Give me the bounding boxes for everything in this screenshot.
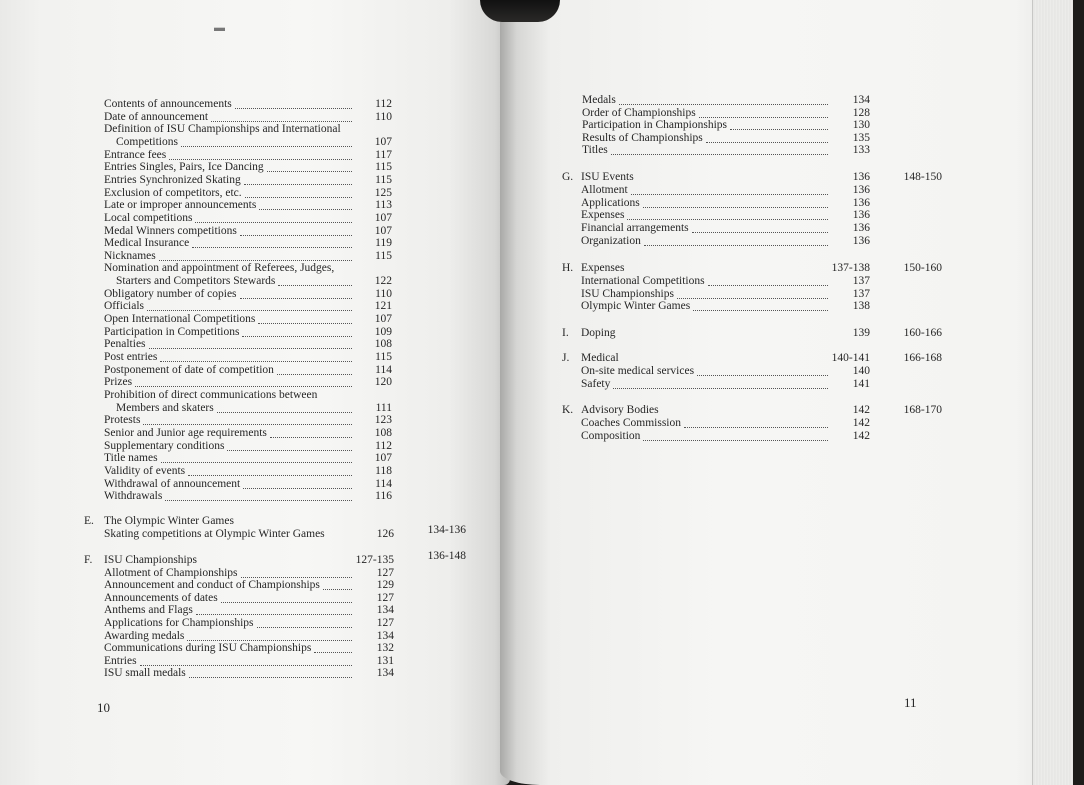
entry-page: 107 [374,211,392,224]
book-spine-shadow [480,0,560,22]
range-page: 136-148 [427,550,466,562]
entry-page: 135 [852,131,870,144]
entry-label: Medical Insurance [104,237,190,250]
entry-label: Definition of ISU Championships and International [104,123,341,136]
entry-page: 120 [374,376,392,389]
entry-label: Prohibition of direct communications between [104,388,318,401]
entry-page: 115 [375,161,392,174]
entry-label: Local competitions [104,211,193,224]
leader-dots [147,309,352,311]
entry-page: 128 [852,106,870,119]
entry-label: Order of Championships [582,106,696,119]
entry-label: Skating competitions at Olympic Winter Games [104,528,325,540]
entry-page: 142 [852,416,870,429]
entry-label: Anthems and Flags [104,604,193,617]
leader-dots [613,387,828,389]
entry-label: Withdrawal of announcement [104,477,241,490]
entry-label: Expenses [581,209,625,222]
entry-label: Titles [582,144,608,157]
leader-dots [643,206,828,208]
entry-page: 136 [852,196,870,209]
leader-dots [631,193,828,195]
entry-page: 109 [374,325,392,338]
entry-label: Entries Singles, Pairs, Ice Dancing [104,161,264,174]
entry-label: International Competitions [581,274,705,287]
entry-page: 125 [374,186,392,199]
entry-page: 134 [376,667,394,680]
entry-label: ISU Championships [581,287,674,300]
entry-page: 137-138 [831,262,870,274]
entry-label: Validity of events [104,464,186,477]
leader-dots [135,385,352,387]
leader-dots [627,218,828,220]
leader-dots [611,153,828,155]
entry-page: 140 [852,364,870,377]
entry-page: 127-135 [355,554,394,566]
entry-label: Prizes [104,376,133,389]
leader-dots [619,103,828,105]
leader-dots [211,120,352,122]
entry-page: 132 [376,642,394,655]
entry-label: Starters and Competitors Stewards [116,275,276,288]
leader-dots [165,499,352,501]
entry-label: Exclusion of competitors, etc. [104,186,242,199]
entry-page: 134 [852,94,870,106]
entry-page: 114 [375,363,392,376]
leader-dots [699,116,828,118]
entry-label: Communications during ISU Championships [104,642,312,655]
range-page: 134-136 [427,524,466,536]
leader-dots [187,639,352,641]
leader-dots [159,259,352,261]
entry-page: 122 [374,275,392,288]
entry-page: 123 [374,414,392,427]
leader-dots [181,145,352,147]
entry-label: Contents of announcements [104,98,232,110]
entry-label: ISU small medals [104,667,186,680]
entry-page: 118 [375,464,392,477]
entry-label: Officials [104,300,145,313]
leader-dots [188,474,352,476]
entry-label: Safety [581,377,611,390]
entry-label: Withdrawals [104,490,163,503]
entry-label: Results of Championships [582,131,703,144]
entry-label: Applications for Championships [104,617,254,629]
leader-dots [693,309,828,311]
entry-page: 136 [852,209,870,222]
entry-page: 121 [374,300,392,313]
entry-label: Coaches Commission [581,416,681,429]
leader-dots [195,221,352,223]
entry-page: 112 [375,439,392,452]
entry-page: 116 [375,490,392,503]
section-letter: H. [562,262,574,274]
leader-dots [644,244,828,246]
entry-page: 130 [852,119,870,132]
entry-label: Members and skaters [116,401,214,414]
range-page: 148-150 [903,171,942,183]
leader-dots [697,374,828,376]
entry-label: Supplementary conditions [104,439,225,452]
entry-label: Date of announcement [104,110,209,123]
leader-dots [140,664,352,666]
entry-label: Doping [581,327,616,339]
entry-page: 137 [852,287,870,300]
leader-dots [143,423,352,425]
range-page: 168-170 [903,404,942,416]
entry-page: 110 [375,110,392,123]
entry-page: 115 [375,249,392,262]
entry-page: 141 [852,377,870,390]
entry-page: 142 [852,429,870,442]
left-page-number: 10 [97,700,110,715]
range-page: 166-168 [903,352,942,364]
page-edges [1032,0,1073,785]
entry-label: Applications [581,196,640,209]
section-letter: J. [562,352,570,364]
entry-label: Participation in Championships [582,119,728,132]
entry-label: ISU Events [581,171,634,183]
entry-label: On-site medical services [581,364,695,377]
leader-dots [684,426,828,428]
entry-label: Allotment [581,183,628,196]
entry-page: 131 [376,654,394,667]
ink-mark: ▬ [214,22,225,34]
leader-dots [221,601,352,603]
entry-page: 136 [852,222,870,235]
leader-dots [149,347,352,349]
entry-page: 114 [375,477,392,490]
right-page-number: 11 [904,695,917,710]
entry-label: Nicknames [104,249,156,262]
entry-label: Medals [582,94,616,106]
section-letter: I. [562,327,569,339]
entry-label: Open International Competitions [104,313,256,326]
entry-label: Announcements of dates [104,591,218,604]
entry-page: 137 [852,274,870,287]
entry-page: 140-141 [831,352,870,364]
entry-page: 136 [852,171,870,183]
entry-label: Composition [581,429,641,442]
entry-label: Financial arrangements [581,222,689,235]
entry-page: 115 [375,351,392,363]
entry-page: 112 [375,98,392,110]
section-letter: G. [562,171,574,183]
leader-dots [643,439,828,441]
entry-page: 134 [376,604,394,617]
leader-dots [196,613,352,615]
leader-dots [161,461,352,463]
entry-label: Entries Synchronized Skating [104,173,241,186]
entry-label: Nomination and appointment of Referees, Judges, [104,262,335,275]
entry-label: Penalties [104,338,146,351]
entry-page: 138 [852,300,870,313]
leader-dots [192,246,352,248]
leader-dots [169,158,352,160]
leader-dots [692,231,828,233]
entry-label: Senior and Junior age requirements [104,426,267,439]
entry-label: Postponement of date of competition [104,363,274,376]
entry-page: 110 [375,287,392,300]
entry-page: 107 [374,313,392,326]
entry-label: Announcement and conduct of Championships [104,579,320,592]
entry-page: 136 [852,235,870,247]
entry-label: ISU Championships [104,554,197,566]
entry-label: Medal Winners competitions [104,224,237,237]
range-page: 150-160 [903,262,942,274]
entry-label: Olympic Winter Games [581,300,691,313]
entry-label: Organization [581,235,641,247]
entry-page: 127 [376,591,394,604]
entry-label: Advisory Bodies [581,404,659,416]
entry-page: 108 [374,426,392,439]
entry-label: Allotment of Championships [104,566,238,579]
entry-page: 126 [376,528,394,540]
leader-dots [189,676,352,678]
entry-label: Late or improper announcements [104,199,257,212]
leader-dots [160,360,352,362]
section-letter: K. [562,404,574,416]
entry-label: The Olympic Winter Games [104,515,234,527]
entry-label: Expenses [581,262,625,274]
entry-label: Participation in Competitions [104,325,240,338]
entry-label: Obligatory number of copies [104,287,237,300]
entry-page: 127 [376,617,394,629]
entry-label: Protests [104,414,141,427]
entry-page: 142 [852,404,870,416]
entry-page: 129 [376,579,394,592]
entry-label: Title names [104,452,158,465]
entry-label: Entrance fees [104,148,167,161]
leader-dots [677,297,828,299]
entry-page: 133 [852,144,870,157]
entry-page: 117 [375,148,392,161]
entry-page: 108 [374,338,392,351]
entry-page: 115 [375,173,392,186]
section-letter: E. [84,515,94,527]
entry-page: 139 [852,327,870,339]
section-letter: F. [84,554,93,566]
entry-page: 107 [374,224,392,237]
entry-page: 136 [852,183,870,196]
range-page: 160-166 [903,327,942,339]
entry-label: Awarding medals [104,629,185,642]
entry-page: 113 [375,199,392,212]
entry-page: 134 [376,629,394,642]
entry-label: Post entries [104,351,158,363]
entry-label: Competitions [116,135,178,148]
entry-label: Medical [581,352,619,364]
entry-page: 107 [374,452,392,465]
entry-page: 127 [376,566,394,579]
entry-page: 111 [375,401,392,414]
entry-page: 119 [375,237,392,250]
entry-label: Entries [104,654,137,667]
entry-page: 107 [374,135,392,148]
